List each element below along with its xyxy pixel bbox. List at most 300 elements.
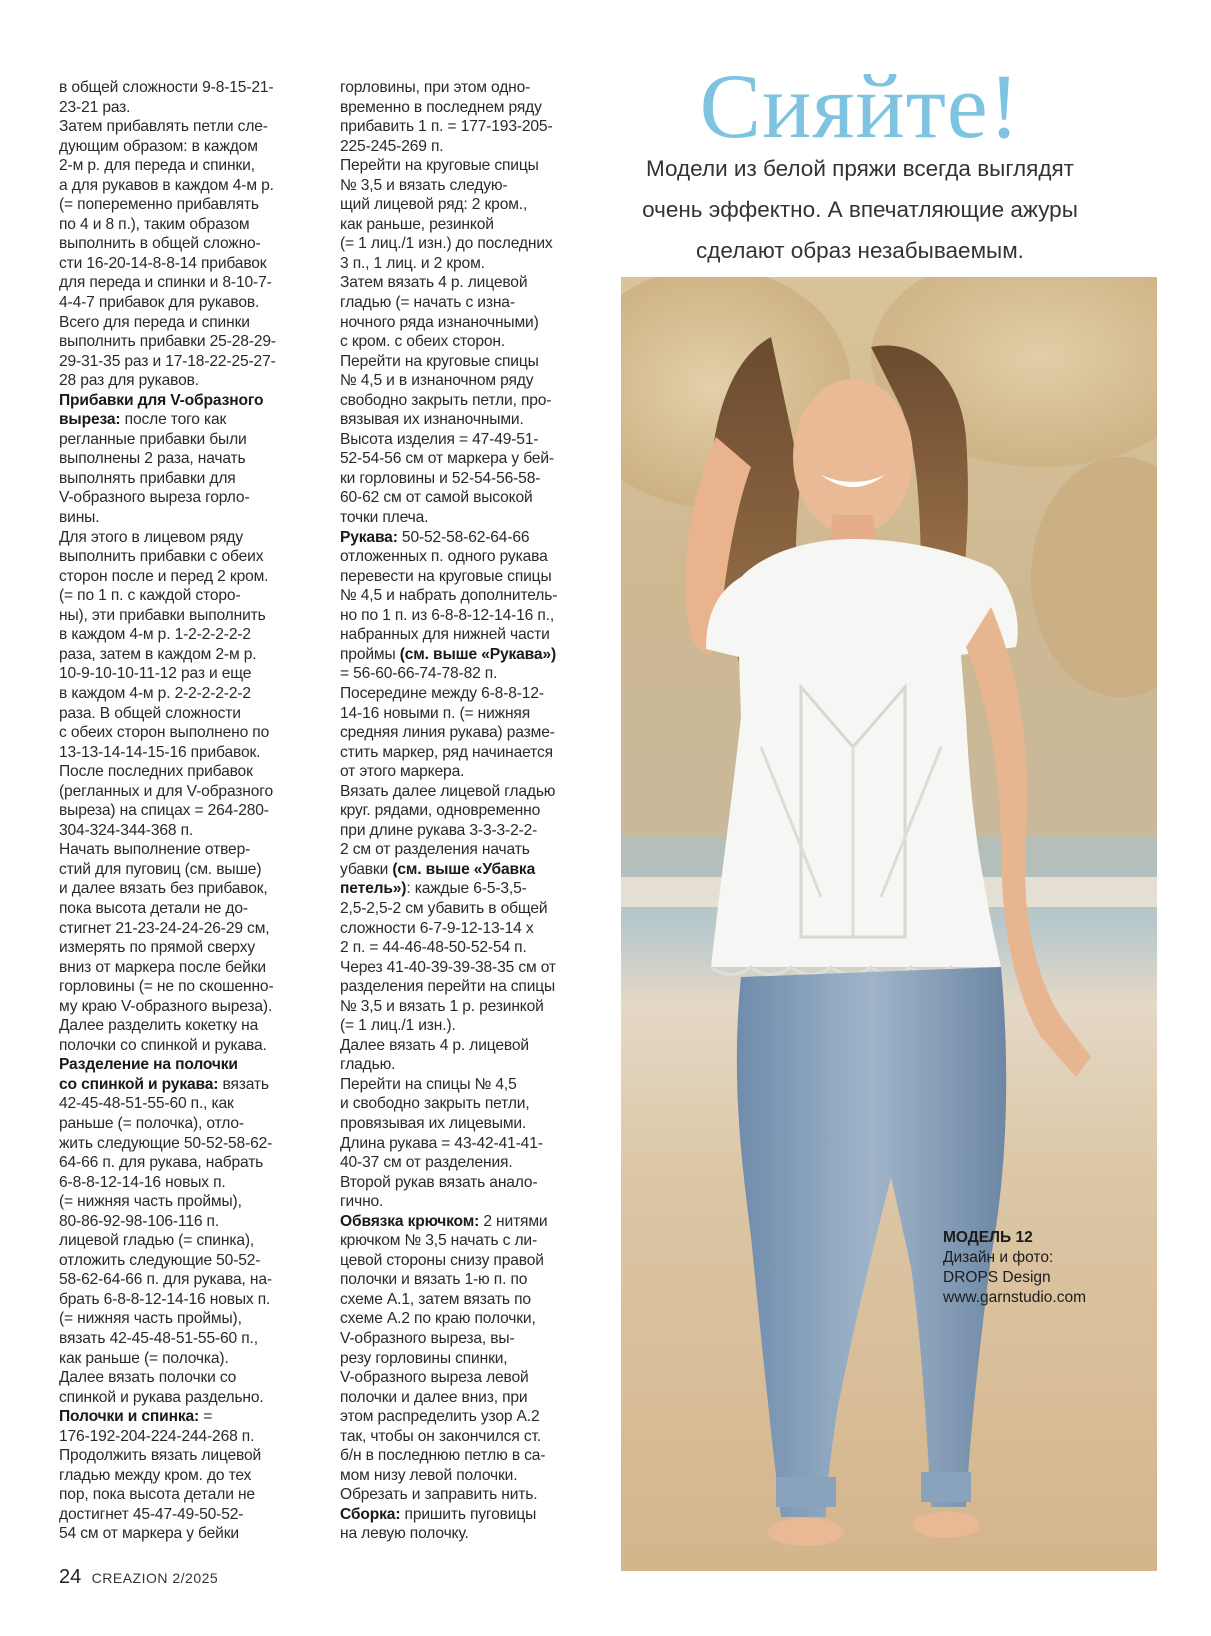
text-run: при длине рукава 3-3-3-2-2-: [340, 821, 538, 839]
text-run: сложности 6-7-9-12-13-14 х: [340, 919, 534, 937]
bold-text-run: Разделение на полочки: [59, 1056, 238, 1074]
text-run: (= 1 лиц./1 изн.) до последних: [340, 235, 553, 253]
text-line: [340, 664, 598, 684]
text-line: [59, 840, 317, 860]
text-line: [340, 98, 598, 118]
text-run: так, чтобы он закончился ст.: [340, 1427, 541, 1445]
text-line: [340, 586, 598, 606]
text-line: [59, 195, 317, 215]
text-run: и свободно закрыть петли,: [340, 1095, 530, 1113]
text-run: № 3,5 и вязать 1 р. резинкой: [340, 997, 544, 1015]
text-line: [340, 430, 598, 450]
text-run: После последних прибавок: [59, 763, 253, 781]
text-run: гладью между кром. до тех: [59, 1466, 252, 1484]
text-run: по 4 и 8 п.), таким образом: [59, 215, 250, 233]
text-line: [59, 1192, 317, 1212]
text-run: проймы: [340, 645, 400, 663]
text-run: с кром. с обеих сторон.: [340, 333, 506, 351]
text-line: [59, 488, 317, 508]
text-run: раньше (= полочка), отло-: [59, 1114, 244, 1132]
text-run: гично.: [340, 1193, 384, 1211]
text-run: временно в последнем ряду: [340, 98, 542, 116]
text-run: стий для пуговиц (см. выше): [59, 860, 262, 878]
text-line: [59, 1212, 317, 1232]
text-run: щий лицевой ряд: 2 кром.,: [340, 196, 528, 214]
bold-text-run: выреза:: [59, 411, 121, 429]
text-line: [59, 137, 317, 157]
text-run: Второй рукав вязать анало-: [340, 1173, 538, 1191]
text-run: выполнить прибавки с обеих: [59, 548, 264, 566]
subheadline: [618, 148, 1102, 271]
text-line: [340, 1016, 598, 1036]
text-run: 64-66 п. для рукава, набрать: [59, 1154, 264, 1172]
text-line: [59, 801, 317, 821]
text-line: [340, 508, 598, 528]
text-line: [340, 977, 598, 997]
bold-text-run: Сборка:: [340, 1505, 401, 1523]
text-run: выреза) на спицах = 264-280-: [59, 802, 269, 820]
page-footer: [59, 1566, 218, 1589]
text-line: [340, 371, 598, 391]
text-run: полочки и далее вниз, при: [340, 1388, 528, 1406]
text-run: вниз от маркера после бейки: [59, 958, 266, 976]
text-run: жить следующие 50-52-58-62-: [59, 1134, 273, 1152]
text-line: [340, 528, 598, 548]
text-run: гладью (= начать с изна-: [340, 294, 515, 312]
bold-text-run: со спинкой и рукава:: [59, 1075, 219, 1093]
text-line: [340, 1309, 598, 1329]
text-line: [59, 1290, 317, 1310]
text-run: № 4,5 и в изнаночном ряду: [340, 372, 534, 390]
text-run: цевой стороны снизу правой: [340, 1251, 544, 1269]
text-run: 176-192-204-224-244-268 п.: [59, 1427, 255, 1445]
text-line: [340, 547, 598, 567]
text-line: [59, 1114, 317, 1134]
text-line: [59, 1251, 317, 1271]
text-line: [340, 1505, 598, 1525]
text-run: Далее разделить кокетку на: [59, 1017, 259, 1035]
text-line: [340, 1075, 598, 1095]
text-line: [59, 1153, 317, 1173]
text-line: [59, 234, 317, 254]
text-run: дующим образом: в каждом: [59, 137, 258, 155]
text-line: [59, 449, 317, 469]
text-line: [340, 1231, 598, 1251]
text-line: [59, 782, 317, 802]
text-line: [340, 821, 598, 841]
text-run: раза. В общей сложности: [59, 704, 241, 722]
text-run: 2 см от разделения начать: [340, 841, 530, 859]
text-run: мом низу левой полочки.: [340, 1466, 518, 1484]
text-line: [340, 1153, 598, 1173]
text-line: [340, 625, 598, 645]
text-line: [59, 78, 317, 98]
text-run: V-образного выреза, вы-: [340, 1330, 515, 1347]
text-line: [59, 645, 317, 665]
text-line: [340, 332, 598, 352]
text-line: [340, 1212, 598, 1232]
text-line: [59, 899, 317, 919]
text-run: для переда и спинки и 8-10-7-: [59, 274, 272, 292]
text-run: вязывая их изнаночными.: [340, 411, 524, 429]
text-run: (= нижняя часть проймы),: [59, 1310, 242, 1328]
text-run: 50-52-58-62-64-66: [397, 528, 530, 546]
text-run: 23-21 раз.: [59, 98, 131, 116]
text-run: = 56-60-66-74-78-82 п.: [340, 665, 498, 683]
text-line: [340, 410, 598, 430]
text-line: [340, 840, 598, 860]
text-run: Далее вязать 4 р. лицевой: [340, 1036, 529, 1054]
text-run: Вязать далее лицевой гладью: [340, 782, 556, 800]
text-run: вины.: [59, 509, 100, 527]
text-line: [59, 879, 317, 899]
bold-text-run: Полочки и спинка:: [59, 1408, 200, 1426]
text-run: спинкой и рукава раздельно.: [59, 1388, 264, 1406]
text-line: [340, 1388, 598, 1408]
text-line: [59, 1329, 317, 1349]
text-line: [340, 1329, 598, 1349]
bold-text-run: Прибавки для V-образного: [59, 391, 264, 409]
text-line: [59, 1407, 317, 1427]
text-line: [59, 352, 317, 372]
text-run: прибавить 1 п. = 177-193-205-: [340, 118, 553, 136]
text-line: [340, 762, 598, 782]
text-run: перевести на круговые спицы: [340, 567, 552, 585]
text-run: горловины, при этом одно-: [340, 79, 531, 96]
text-run: после того как: [120, 411, 227, 429]
text-line: [340, 293, 598, 313]
text-line: [59, 1094, 317, 1114]
text-run: Затем вязать 4 р. лицевой: [340, 274, 528, 292]
text-line: [59, 821, 317, 841]
text-run: Начать выполнение отвер-: [59, 841, 251, 859]
text-line: [59, 1309, 317, 1329]
text-run: отложить следующие 50-52-: [59, 1251, 261, 1269]
text-line: [59, 469, 317, 489]
text-run: б/н в последнюю петлю в са-: [340, 1447, 546, 1465]
text-line: [59, 762, 317, 782]
text-run: 2,5-2,5-2 см убавить в общей: [340, 899, 548, 917]
text-run: выполнить прибавки 25-28-29-: [59, 333, 276, 351]
text-line: [59, 684, 317, 704]
text-run: V-образного выреза левой: [340, 1369, 529, 1387]
text-run: горловины (= не по скошенно-: [59, 978, 274, 996]
text-line: [59, 332, 317, 352]
text-line: [59, 1036, 317, 1056]
text-line: [340, 1036, 598, 1056]
text-line: [340, 919, 598, 939]
text-run: : каждые 6-5-3,5-: [406, 880, 527, 898]
text-line: [59, 1427, 317, 1447]
text-run: лицевой гладью (= спинка),: [59, 1232, 255, 1250]
text-run: но по 1 п. из 6-8-8-12-14-16 п.,: [340, 606, 555, 624]
text-line: [59, 958, 317, 978]
text-run: пришить пуговицы: [400, 1505, 537, 1523]
text-run: Затем прибавлять петли сле-: [59, 118, 268, 136]
text-line: [59, 313, 317, 333]
text-run: регланные прибавки были: [59, 430, 247, 448]
text-run: в общей сложности 9-8-15-21-: [59, 79, 274, 96]
text-line: [59, 606, 317, 626]
text-line: [59, 586, 317, 606]
text-line: [340, 958, 598, 978]
text-run: сти 16-20-14-8-8-14 прибавок: [59, 254, 267, 272]
text-line: [59, 1524, 317, 1544]
text-line: [340, 117, 598, 137]
text-run: 80-86-92-98-106-116 п.: [59, 1212, 220, 1230]
text-line: [59, 371, 317, 391]
text-run: 2 нитями: [479, 1212, 548, 1230]
text-run: 28 раз для рукавов.: [59, 372, 199, 390]
text-run: ны), эти прибавки выполнить: [59, 606, 266, 624]
text-run: стить маркер, ряд начинается: [340, 743, 553, 761]
text-line: [59, 1134, 317, 1154]
text-run: № 3,5 и вязать следую-: [340, 176, 508, 194]
bold-text-run: петель»): [340, 880, 407, 898]
text-line: [340, 1251, 598, 1271]
text-run: убавки: [340, 860, 393, 878]
text-line: [340, 723, 598, 743]
text-run: сторон после и перед 2 кром.: [59, 567, 269, 585]
text-line: [59, 1075, 317, 1095]
text-run: полочки и вязать 1-ю п. по: [340, 1271, 528, 1289]
text-line: [59, 704, 317, 724]
text-line: [59, 1388, 317, 1408]
text-run: достигнет 45-47-49-50-52-: [59, 1505, 244, 1523]
text-line: [59, 254, 317, 274]
text-line: [340, 997, 598, 1017]
text-line: [340, 567, 598, 587]
model-number: МОДЕЛЬ 12: [943, 1229, 1033, 1246]
text-line: [59, 293, 317, 313]
text-line: [59, 547, 317, 567]
text-run: V-образного выреза горло-: [59, 489, 250, 507]
text-run: 54 см от маркера у бейки: [59, 1525, 239, 1543]
text-line: [340, 195, 598, 215]
text-line: [340, 1407, 598, 1427]
text-line: [340, 176, 598, 196]
text-line: [59, 938, 317, 958]
text-run: 2-м р. для переда и спинки,: [59, 157, 255, 175]
text-line: [340, 1524, 598, 1544]
text-run: Продолжить вязать лицевой: [59, 1447, 262, 1465]
text-line: [59, 410, 317, 430]
text-run: Посередине между 6-8-8-12-: [340, 684, 544, 702]
text-line: [59, 625, 317, 645]
text-line: [59, 156, 317, 176]
subhead-line: очень эффектно. А впечатляющие ажуры: [642, 197, 1078, 222]
text-run: пор, пока высота детали не: [59, 1486, 255, 1504]
text-run: стигнет 21-23-24-24-26-29 см,: [59, 919, 270, 937]
text-line: [340, 879, 598, 899]
text-run: разделения перейти на спицы: [340, 978, 556, 996]
article-column-middle: [340, 78, 598, 1544]
text-run: 58-62-64-66 п. для рукава, на-: [59, 1271, 272, 1289]
text-run: вязать 42-45-48-51-55-60 п.,: [59, 1330, 258, 1347]
text-line: [59, 1368, 317, 1388]
text-run: точки плеча.: [340, 509, 429, 527]
text-run: Перейти на круговые спицы: [340, 157, 539, 175]
text-run: Для этого в лицевом ряду: [59, 528, 243, 546]
text-line: [340, 860, 598, 880]
text-line: [340, 449, 598, 469]
text-line: [340, 743, 598, 763]
text-run: 3 п., 1 лиц. и 2 кром.: [340, 254, 485, 272]
text-run: Всего для переда и спинки: [59, 313, 250, 331]
text-run: Далее вязать полочки со: [59, 1369, 237, 1387]
text-run: 304-324-344-368 п.: [59, 821, 194, 839]
text-line: [340, 1192, 598, 1212]
text-line: [59, 977, 317, 997]
text-run: =: [199, 1408, 213, 1426]
photo-caption: [943, 1228, 1143, 1308]
credit-label: Дизайн и фото:: [943, 1249, 1054, 1266]
text-run: резу горловины спинки,: [340, 1349, 508, 1367]
text-line: [59, 528, 317, 548]
text-line: [340, 273, 598, 293]
text-run: выполнять прибавки для: [59, 469, 236, 487]
text-line: [340, 391, 598, 411]
text-run: схеме А.2 по краю полочки,: [340, 1310, 536, 1328]
text-line: [340, 782, 598, 802]
text-run: (= попеременно прибавлять: [59, 196, 259, 214]
bold-text-run: Обвязка крючком:: [340, 1212, 480, 1230]
magazine-issue: CREAZION 2/2025: [91, 1570, 219, 1586]
text-line: [59, 1349, 317, 1369]
text-run: Длина рукава = 43-42-41-41-: [340, 1134, 543, 1152]
bold-text-run: Рукава:: [340, 528, 398, 546]
text-run: 42-45-48-51-55-60 п., как: [59, 1095, 234, 1113]
text-run: пока высота детали не до-: [59, 899, 248, 917]
text-line: [340, 1290, 598, 1310]
page-number: 24: [59, 1566, 82, 1588]
text-run: Перейти на круговые спицы: [340, 352, 539, 370]
text-line: [340, 1427, 598, 1447]
text-line: [59, 723, 317, 743]
text-run: (= по 1 п. с каждой сторо-: [59, 587, 241, 605]
text-line: [340, 1270, 598, 1290]
text-line: [340, 1368, 598, 1388]
text-run: отложенных п. одного рукава: [340, 548, 548, 566]
text-run: брать 6-8-8-12-14-16 новых п.: [59, 1290, 271, 1308]
text-line: [340, 1349, 598, 1369]
text-run: 6-8-8-12-14-16 новых п.: [59, 1173, 226, 1191]
text-line: [59, 508, 317, 528]
text-run: 10-9-10-10-11-12 раз и еще: [59, 665, 252, 683]
text-line: [59, 664, 317, 684]
text-line: [59, 117, 317, 137]
text-run: крючком № 3,5 начать с ли-: [340, 1232, 537, 1250]
text-run: а для рукавов в каждом 4-м р.: [59, 176, 274, 194]
bold-text-run: (см. выше «Рукава»): [399, 645, 556, 663]
text-run: № 4,5 и набрать дополнитель-: [340, 587, 558, 605]
text-line: [340, 1134, 598, 1154]
text-run: 225-245-269 п.: [340, 137, 444, 155]
text-run: этом распределить узор А.2: [340, 1408, 540, 1426]
text-line: [340, 1466, 598, 1486]
text-line: [59, 1055, 317, 1075]
text-run: как раньше (= полочка).: [59, 1349, 229, 1367]
text-run: 2 п. = 44-46-48-50-52-54 п.: [340, 939, 527, 957]
text-run: 29-31-35 раз и 17-18-22-25-27-: [59, 352, 276, 370]
text-run: круг. рядами, одновременно: [340, 802, 541, 820]
text-run: набранных для нижней части: [340, 626, 550, 644]
text-line: [340, 1114, 598, 1134]
text-line: [340, 1094, 598, 1114]
text-run: на левую полочку.: [340, 1525, 469, 1543]
text-run: Через 41-40-39-39-38-35 см от: [340, 958, 556, 976]
text-line: [59, 273, 317, 293]
text-run: вязать: [218, 1075, 269, 1093]
text-run: выполнить в общей сложно-: [59, 235, 261, 253]
text-run: выполнены 2 раза, начать: [59, 450, 246, 468]
text-run: 52-54-56 см от маркера у бей-: [340, 450, 554, 468]
text-line: [340, 684, 598, 704]
text-line: [340, 254, 598, 274]
text-run: как раньше, резинкой: [340, 215, 494, 233]
designer-name: DROPS Design: [943, 1269, 1051, 1286]
text-line: [340, 488, 598, 508]
text-line: [59, 860, 317, 880]
text-line: [340, 469, 598, 489]
text-run: измерять по прямой сверху: [59, 939, 255, 957]
text-line: [340, 645, 598, 665]
text-run: от этого маркера.: [340, 763, 465, 781]
text-run: 60-62 см от самой высокой: [340, 489, 533, 507]
text-run: с обеих сторон выполнено по: [59, 724, 270, 742]
text-run: в каждом 4-м р. 2-2-2-2-2-2: [59, 684, 251, 702]
text-line: [340, 215, 598, 235]
text-line: [59, 98, 317, 118]
text-run: Перейти на спицы № 4,5: [340, 1075, 517, 1093]
text-line: [340, 1055, 598, 1075]
text-run: ночного ряда изнаночными): [340, 313, 539, 331]
text-line: [59, 391, 317, 411]
text-line: [340, 606, 598, 626]
text-run: в каждом 4-м р. 1-2-2-2-2-2: [59, 626, 251, 644]
text-line: [340, 78, 598, 98]
text-run: провязывая их лицевыми.: [340, 1114, 527, 1132]
text-run: ки горловины и 52-54-56-58-: [340, 469, 541, 487]
text-run: 13-13-14-14-15-16 прибавок.: [59, 743, 261, 761]
text-line: [59, 997, 317, 1017]
text-run: 4-4-7 прибавок для рукавов.: [59, 294, 260, 312]
text-run: Обрезать и заправить нить.: [340, 1486, 538, 1504]
model-photo: [621, 277, 1157, 1571]
text-line: [59, 176, 317, 196]
text-run: схеме А.1, затем вязать по: [340, 1290, 531, 1308]
text-line: [59, 743, 317, 763]
text-run: 40-37 см от разделения.: [340, 1154, 513, 1172]
text-line: [340, 1485, 598, 1505]
text-line: [59, 1485, 317, 1505]
text-run: Высота изделия = 47-49-51-: [340, 430, 539, 448]
text-run: гладью.: [340, 1056, 396, 1074]
text-line: [340, 801, 598, 821]
text-line: [59, 1446, 317, 1466]
text-line: [340, 1173, 598, 1193]
text-line: [340, 137, 598, 157]
text-line: [340, 1446, 598, 1466]
subhead-line: Модели из белой пряжи всегда выглядят: [646, 156, 1074, 181]
text-line: [340, 704, 598, 724]
text-line: [59, 1016, 317, 1036]
text-line: [340, 938, 598, 958]
article-column-left: [59, 78, 317, 1544]
text-run: (регланных и для V-образного: [59, 782, 273, 800]
subhead-line: сделают образ незабываемым.: [696, 238, 1024, 263]
text-line: [59, 430, 317, 450]
